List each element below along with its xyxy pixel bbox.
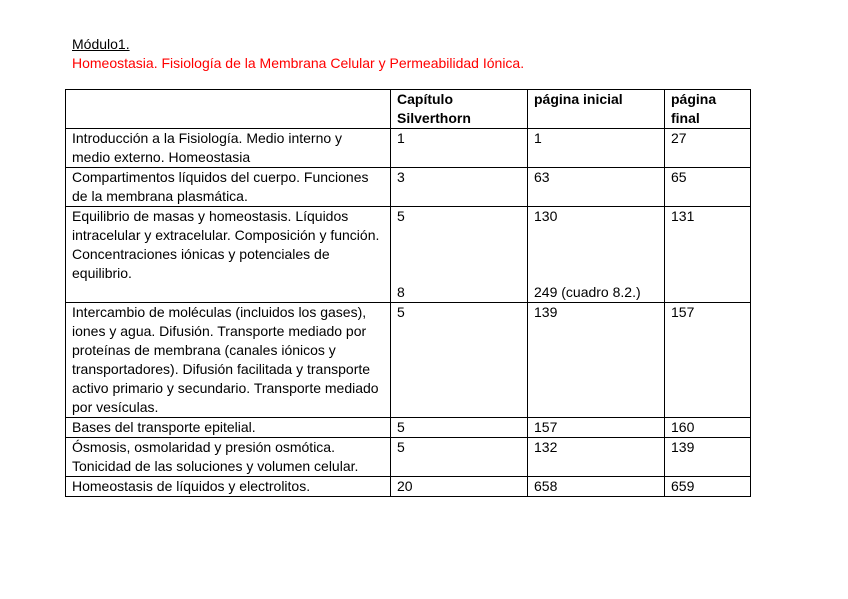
end-page-cell: 157 (665, 303, 751, 418)
chapter-cell: 20 (391, 477, 528, 497)
table-row (66, 207, 751, 303)
end-page-cell: 659 (665, 477, 751, 497)
start-page-cell: 132 (528, 438, 665, 477)
start-page-value-secondary: 249 (cuadro 8.2.) (534, 284, 641, 300)
chapter-cell: 1 (391, 129, 528, 168)
chapter-value: 5 (397, 208, 405, 224)
start-page-cell: 139 (528, 303, 665, 418)
table-row (66, 129, 751, 168)
end-page-cell: 27 (665, 129, 751, 168)
chapter-value-secondary: 8 (397, 284, 405, 300)
module-label: Módulo1. (72, 36, 130, 52)
start-page-cell (528, 207, 665, 303)
topic-cell: Compartimentos líquidos del cuerpo. Funciones de la membrana plasmática. (66, 168, 391, 207)
table-row (66, 438, 751, 477)
start-page-value: 130 (534, 208, 558, 224)
topic-cell: Homeostasis de líquidos y electrolitos. (66, 477, 391, 497)
module-title: Homeostasia. Fisiología de la Membrana Celular y Permeabilidad Iónica. (72, 55, 525, 71)
table-row (66, 303, 751, 418)
chapter-index-table (65, 89, 751, 497)
topic-cell: Equilibrio de masas y homeostasis. Líquidos intracelular y extracelular. Composición y función. Concentraciones iónicas y potenciales de equilibrio. (66, 207, 391, 303)
table-header-row (66, 90, 751, 129)
chapter-cell: 5 (391, 303, 528, 418)
topic-cell: Introducción a la Fisiología. Medio interno y medio externo. Homeostasia (66, 129, 391, 168)
end-page-cell: 65 (665, 168, 751, 207)
start-page-cell: 157 (528, 418, 665, 438)
topic-cell: Bases del transporte epitelial. (66, 418, 391, 438)
header-topic (66, 90, 391, 129)
header-start-page: página inicial (528, 90, 665, 129)
chapter-cell: 5 (391, 438, 528, 477)
topic-cell: Ósmosis, osmolaridad y presión osmótica. Tonicidad de las soluciones y volumen celular. (66, 438, 391, 477)
document-heading (72, 35, 524, 73)
table-row (66, 418, 751, 438)
start-page-cell: 658 (528, 477, 665, 497)
table-row (66, 168, 751, 207)
end-page-cell: 160 (665, 418, 751, 438)
table-row (66, 477, 751, 497)
header-chapter: Capítulo Silverthorn (391, 90, 528, 129)
end-page-cell: 139 (665, 438, 751, 477)
topic-cell: Intercambio de moléculas (incluidos los gases), iones y agua. Difusión. Transporte mediado por proteínas de membrana (canales iónicos y transportadores). Difusión facilitada y transporte activo primario y secundario. Transporte mediado por vesículas. (66, 303, 391, 418)
start-page-cell: 1 (528, 129, 665, 168)
chapter-cell (391, 207, 528, 303)
header-end-page: página final (665, 90, 751, 129)
chapter-cell: 3 (391, 168, 528, 207)
start-page-cell: 63 (528, 168, 665, 207)
chapter-cell: 5 (391, 418, 528, 438)
end-page-cell: 131 (665, 207, 751, 303)
